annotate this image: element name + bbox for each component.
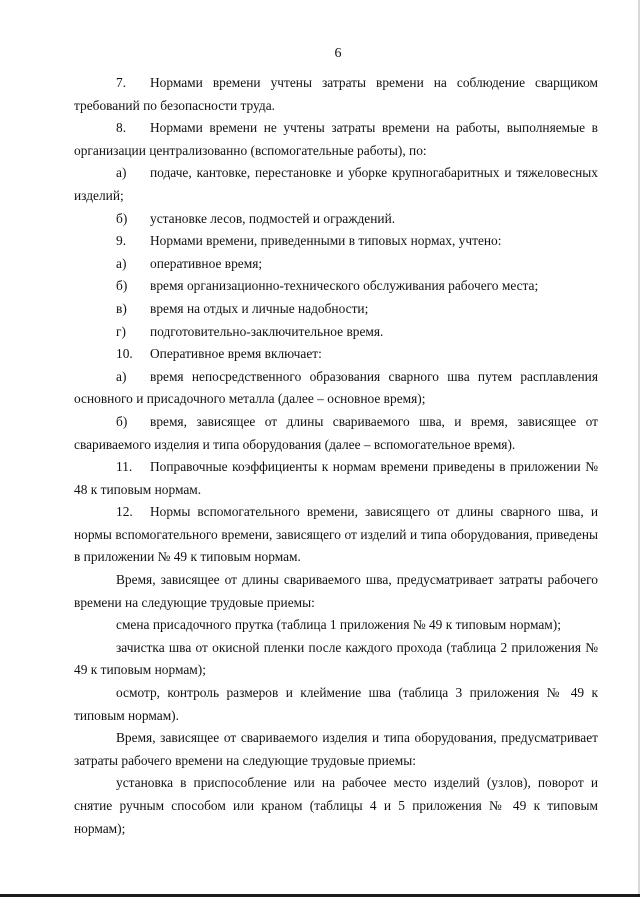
list-item-text: установке лесов, подмостей и ограждений. bbox=[150, 210, 396, 226]
paragraph-text: Нормами времени, приведенными в типовых нормах, учтено: bbox=[150, 233, 502, 249]
list-item-9g bbox=[74, 321, 598, 344]
paragraph-item-dependent-time bbox=[74, 727, 598, 772]
list-item-10a bbox=[74, 366, 598, 411]
list-item-label: в) bbox=[116, 300, 127, 316]
work-step-inspection bbox=[74, 682, 598, 727]
list-item-label: г) bbox=[116, 323, 126, 339]
paragraph-10 bbox=[74, 343, 598, 366]
list-item-text: подаче, кантовке, перестановке и уборке крупногабаритных и тяжеловесных изделий; bbox=[74, 165, 598, 203]
list-item-label: а) bbox=[116, 255, 127, 271]
paragraph-12 bbox=[74, 501, 598, 569]
paragraph-11 bbox=[74, 456, 598, 501]
paragraph-text: Нормами времени не учтены затраты времени на работы, выполняемые в организации централизованно (вспомогательные работы), по: bbox=[74, 120, 598, 158]
paragraph-text: зачистка шва от окисной пленки после каждого прохода (таблица 2 приложения № 49 к типовым нормам); bbox=[74, 639, 598, 678]
document-body bbox=[74, 72, 598, 840]
list-item-text: время непосредственного образования сварного шва путем расплавления основного и присадочного металла (далее – основное время); bbox=[74, 368, 598, 407]
paragraph-text: установка в приспособление или на рабочее место изделий (узлов), поворот и снятие ручным способом или краном (таблицы 4 и 5 приложения № 49 к типовым нормам); bbox=[74, 775, 598, 836]
paragraph-9 bbox=[74, 230, 598, 253]
list-item-text: время, зависящее от длины свариваемого шва, и время, зависящее от свариваемого изделия и типа оборудования (далее – вспомогательное время). bbox=[74, 413, 598, 452]
list-item-text: время организационно-технического обслуживания рабочего места; bbox=[150, 278, 539, 294]
paragraph-text: Поправочные коэффициенты к нормам времени приведены в приложении № 48 к типовым нормам. bbox=[74, 459, 598, 497]
list-item-text: оперативное время; bbox=[150, 255, 263, 271]
paragraph-text: смена присадочного прутка (таблица 1 приложения № 49 к типовым нормам); bbox=[116, 617, 561, 633]
page-number: 6 bbox=[334, 46, 342, 61]
list-item-label: б) bbox=[116, 210, 128, 226]
list-item-text: подготовительно-заключительное время. bbox=[150, 323, 384, 339]
paragraph-length-dependent-time bbox=[74, 569, 598, 614]
paragraph-label: 8. bbox=[116, 120, 127, 136]
paragraph-label: 10. bbox=[116, 346, 133, 362]
paragraph-text: Время, зависящее от длины свариваемого шва, предусматривает затраты рабочего времени на следующие трудовые приемы: bbox=[74, 572, 598, 610]
list-item-10b bbox=[74, 411, 598, 456]
list-item-label: б) bbox=[116, 278, 128, 294]
work-step-rod-change bbox=[74, 614, 598, 637]
list-item-text: время на отдых и личные надобности; bbox=[150, 300, 369, 316]
paragraph-text: Нормы вспомогательного времени, зависящего от длины сварного шва, и нормы вспомогательного времени, зависящего от изделий и типа оборудования, приведены в приложении № 49 к типовым нормам. bbox=[74, 504, 598, 565]
list-item-label: а) bbox=[116, 368, 127, 384]
paragraph-label: 7. bbox=[116, 75, 127, 90]
paragraph-text: Время, зависящее от свариваемого изделия и типа оборудования, предусматривает затраты рабочего времени на следующие трудовые приемы: bbox=[74, 730, 598, 768]
list-item-9b bbox=[74, 275, 598, 298]
list-item-8b bbox=[74, 208, 598, 231]
list-item-label: б) bbox=[116, 413, 128, 429]
paragraph-8 bbox=[74, 117, 598, 162]
work-step-seam-cleaning bbox=[74, 637, 598, 682]
paragraph-label: 12. bbox=[116, 504, 133, 520]
paragraph-text: осмотр, контроль размеров и клеймение шва (таблица 3 приложения № 49 к типовым нормам). bbox=[74, 685, 598, 723]
paragraph-text: Оперативное время включает: bbox=[150, 346, 322, 362]
list-item-8a bbox=[74, 162, 598, 207]
paragraph-label: 9. bbox=[116, 233, 127, 249]
paragraph-label: 11. bbox=[116, 459, 133, 475]
paragraph-7 bbox=[74, 72, 598, 117]
paragraph-text: Нормами времени учтены затраты времени на соблюдение сварщиком требований по безопасности труда. bbox=[74, 75, 598, 113]
list-item-9v bbox=[74, 298, 598, 321]
list-item-9a bbox=[74, 253, 598, 276]
list-item-label: а) bbox=[116, 165, 127, 181]
work-step-installation bbox=[74, 772, 598, 840]
